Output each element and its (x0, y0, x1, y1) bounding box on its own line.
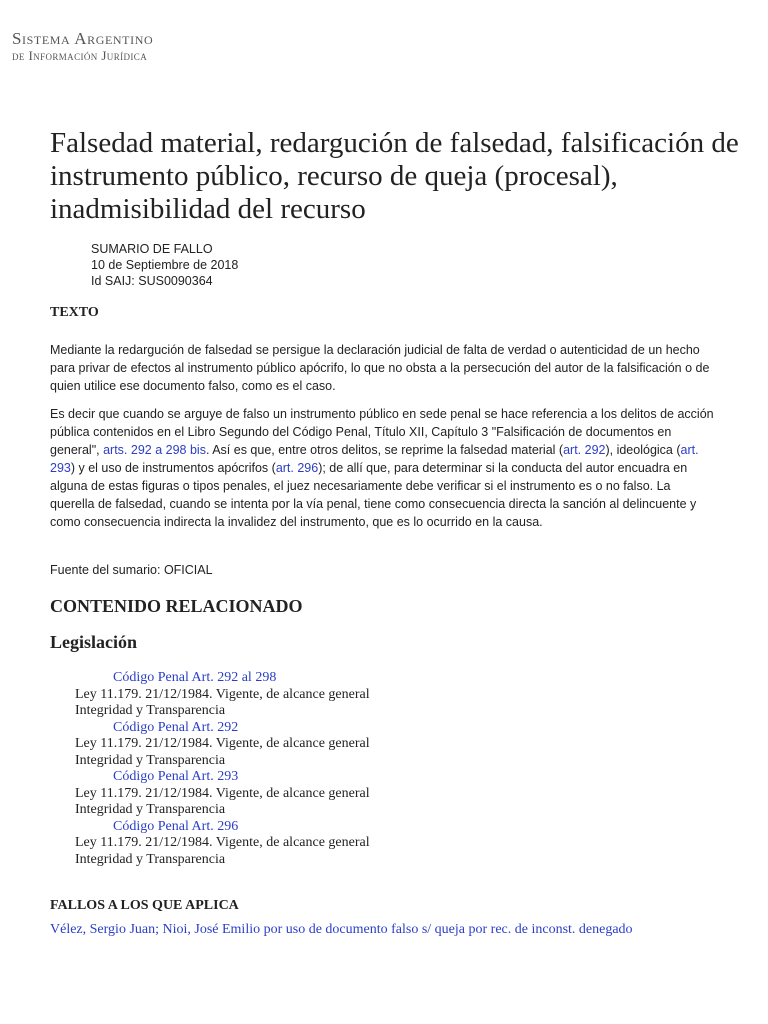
document-meta (91, 241, 238, 289)
legislacion-list (75, 670, 675, 868)
legislation-description: Ley 11.179. 21/12/1984. Vigente, de alcance general (75, 736, 370, 751)
legislation-link[interactable]: Código Penal Art. 293 (113, 769, 239, 784)
legislation-description: Ley 11.179. 21/12/1984. Vigente, de alcance general (75, 686, 370, 702)
legislation-link[interactable]: Código Penal Art. 292 (113, 719, 239, 735)
p2-text-a: Es decir que cuando se arguye de falso un instrumento público en sede penal se hace referencia a los delitos de acción pública contenidos en el Libro Segundo del Código Penal, Título XII, Capítulo 3 "Falsificación de documentos en general", (50, 407, 714, 457)
logo-line-1: Sistema Argentino (12, 29, 154, 48)
link-arts-292-298-bis[interactable]: arts. 292 a 298 bis (103, 443, 206, 457)
texto-heading: TEXTO (50, 305, 99, 320)
texto-paragraph-2 (50, 405, 715, 531)
p2-text-c: ), ideológica ( (605, 443, 681, 457)
document-type: SUMARIO DE FALLO (91, 242, 213, 256)
page-title: Falsedad material, redargución de falsedad, falsificación de instrumento público, recurso de queja (procesal), inadmisibilidad del recurso (50, 127, 739, 225)
texto-paragraph-1: Mediante la redargución de falsedad se persigue la declaración judicial de falta de verdad o autenticidad de un hecho para privar de efectos al instrumento público apócrifo, lo que no obsta a la persecución del autor de la falsificación o de quien utilice ese documento falso, como es el caso. (50, 343, 710, 393)
document-date: 10 de Septiembre de 2018 (91, 258, 239, 272)
logo-line-2: de Información Jurídica (12, 48, 148, 63)
legislation-description: Ley 11.179. 21/12/1984. Vigente, de alcance general (75, 785, 370, 801)
fallos-heading: FALLOS A LOS QUE APLICA (50, 898, 239, 913)
list-item (75, 720, 675, 770)
legislation-category: Integridad y Transparencia (75, 752, 226, 768)
legislation-category: Integridad y Transparencia (75, 851, 226, 867)
p2-text-d: ) y el uso de instrumentos apócrifos ( (70, 461, 276, 475)
fallo-link[interactable]: Vélez, Sergio Juan; Nioi, José Emilio por uso de documento falso s/ queja por rec. de inconst. denegado (50, 922, 633, 937)
list-item (75, 769, 675, 819)
link-art-292[interactable]: art. 292 (563, 443, 606, 457)
legislation-link[interactable]: Código Penal Art. 292 al 298 (113, 670, 277, 685)
legislacion-heading: Legislación (50, 632, 138, 652)
legislation-category: Integridad y Transparencia (75, 703, 226, 718)
legislation-link[interactable]: Código Penal Art. 296 (113, 818, 239, 834)
list-item (75, 819, 675, 869)
related-heading: CONTENIDO RELACIONADO (50, 596, 303, 616)
fuente-sumario: Fuente del sumario: OFICIAL (50, 563, 213, 577)
link-art-296[interactable]: art. 296 (275, 461, 319, 475)
legislation-description: Ley 11.179. 21/12/1984. Vigente, de alcance general (75, 835, 370, 850)
p2-text-e: ); de allí que, para determinar si la conducta del autor encuadra en alguna de estas figuras o tipos penales, el juez necesariamente debe verificar si el instrumento es o no falso. La querella de falsedad, cuando se intenta por la vía penal, tiene como consecuencia directa la sanción al delincuente y como consecuencia indirecta la invalidez del instrumento, que es lo ocurrido en la causa. (50, 461, 697, 529)
legislation-category: Integridad y Transparencia (75, 802, 226, 817)
link-art-293[interactable]: art. 293 (50, 443, 699, 475)
p2-text-b: . Así es que, entre otros delitos, se reprime la falsedad material ( (205, 443, 564, 457)
list-item (75, 670, 675, 720)
document-id: Id SAIJ: SUS0090364 (91, 274, 213, 288)
saij-logo[interactable] (12, 30, 153, 62)
